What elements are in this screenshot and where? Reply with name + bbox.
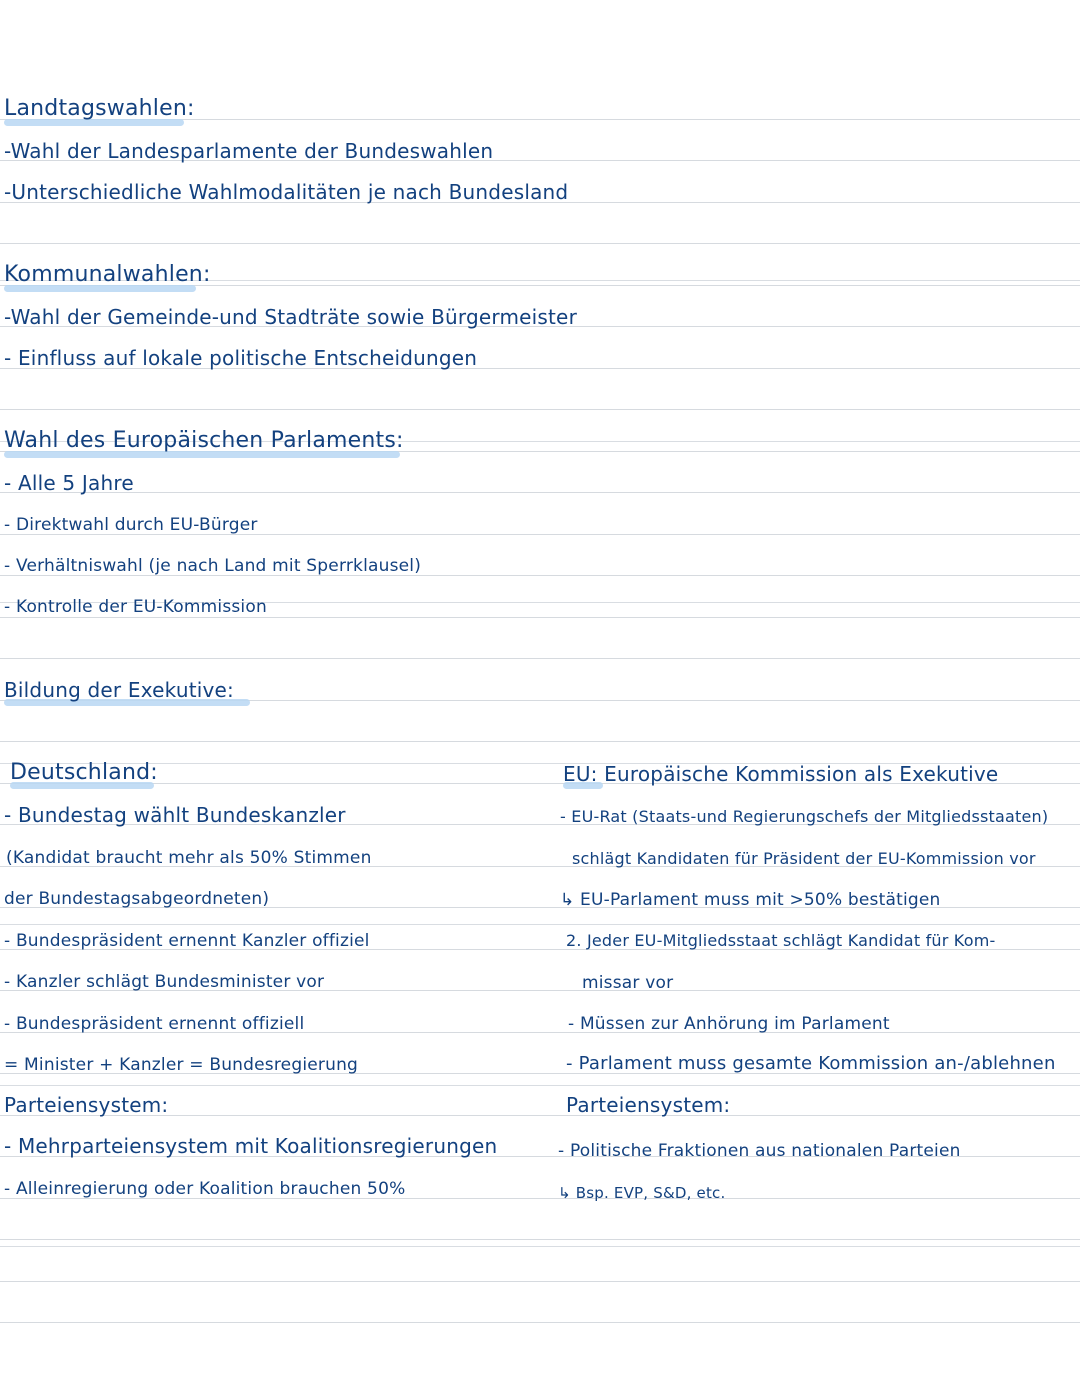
deutschland-line: - Bundespräsident ernennt offiziell [4, 1014, 305, 1034]
landtag-line: -Unterschiedliche Wahlmodalitäten je nach Bundesland [4, 180, 569, 204]
deutschland-line: = Minister + Kanzler = Bundesregierung [4, 1055, 359, 1075]
rule-line [0, 1239, 1080, 1240]
eu-parteien-title: Parteiensystem: [566, 1093, 731, 1117]
eu-parteien-line: ↳ Bsp. EVP, S&D, etc. [558, 1184, 726, 1202]
kommunal-line: - Einfluss auf lokale politische Entscheidungen [4, 346, 478, 370]
rule-line [0, 1281, 1080, 1282]
deutschland-line: der Bundestagsabgeordneten) [4, 889, 270, 909]
eu-line: - Parlament muss gesamte Kommission an-/ablehnen [566, 1053, 1056, 1074]
europa-line: - Alle 5 Jahre [4, 471, 134, 495]
rule-line [0, 492, 1080, 493]
deutschland-line: - Bundespräsident ernennt Kanzler offiziel [4, 931, 370, 951]
deutschland-parteien-line: - Alleinregierung oder Koalition brauchen 50% [4, 1179, 406, 1199]
deutschland-line: - Kanzler schlägt Bundesminister vor [4, 972, 325, 992]
landtag-line: -Wahl der Landesparlamente der Bundeswahlen [4, 139, 494, 163]
rule-line [0, 741, 1080, 742]
deutschland-parteien-line: - Mehrparteiensystem mit Koalitionsregierungen [4, 1134, 498, 1158]
eu-line: - EU-Rat (Staats-und Regierungschefs der Mitgliedsstaaten) [560, 807, 1049, 826]
europa-line: - Kontrolle der EU-Kommission [4, 597, 267, 617]
deutschland-line: - Bundestag wählt Bundeskanzler [4, 803, 346, 827]
eu-line: - Müssen zur Anhörung im Parlament [568, 1014, 890, 1034]
deutschland-parteien-title: Parteiensystem: [4, 1093, 169, 1117]
eu-line: schlägt Kandidaten für Präsident der EU-Kommission vor [572, 849, 1036, 868]
eu-line: missar vor [582, 973, 674, 993]
rule-line [0, 409, 1080, 410]
eu-title: EU: Europäische Kommission als Exekutive [563, 762, 999, 786]
landtag-title: Landtagswahlen: [4, 96, 195, 121]
deutschland-line: (Kandidat braucht mehr als 50% Stimmen [6, 848, 372, 868]
rule-line [0, 658, 1080, 659]
exekutive-title: Bildung der Exekutive: [4, 678, 234, 702]
kommunal-line: -Wahl der Gemeinde-und Stadträte sowie Bürgermeister [4, 305, 577, 329]
deutschland-title: Deutschland: [10, 760, 158, 785]
europa-line: - Direktwahl durch EU-Bürger [4, 515, 258, 535]
rule-line [0, 243, 1080, 244]
eu-parteien-line: - Politische Fraktionen aus nationalen Parteien [558, 1141, 961, 1161]
eu-line: 2. Jeder EU-Mitgliedsstaat schlägt Kandidat für Kom- [566, 931, 996, 950]
europa-title: Wahl des Europäischen Parlaments: [4, 428, 404, 453]
europa-line: - Verhältniswahl (je nach Land mit Sperrklausel) [4, 556, 422, 576]
rule-line [0, 1322, 1080, 1323]
kommunal-title: Kommunalwahlen: [4, 262, 211, 287]
eu-line: ↳ EU-Parlament muss mit >50% bestätigen [560, 890, 941, 910]
